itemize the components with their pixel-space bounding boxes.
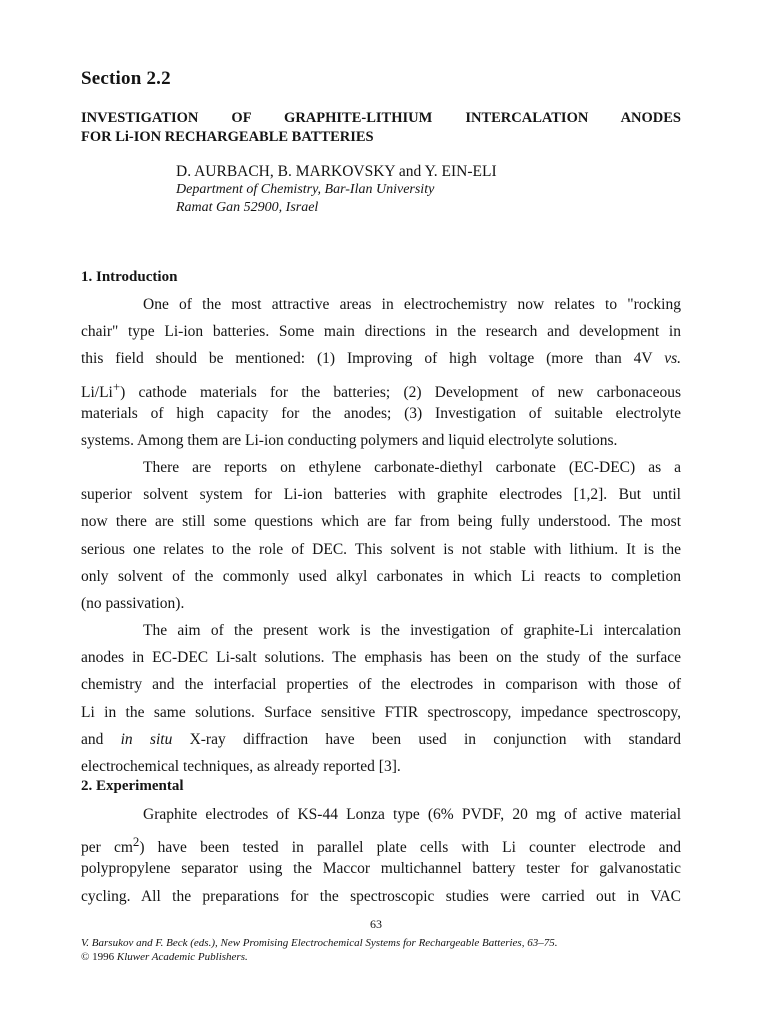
page-number: 63 [370,917,382,931]
text-line: polypropylene separator using the Maccor multichannel battery tester for galvanostatic [81,860,681,878]
affiliation-line-1: Department of Chemistry, Bar-Ilan University [176,182,435,197]
text-line: serious one relates to the role of DEC. This solvent is not stable with lithium. It is the [81,540,681,558]
intro-paragraph-1 [81,291,681,454]
text-segment: and [81,730,121,748]
text-line: Li in the same solutions. Surface sensitive FTIR spectroscopy, impedance spectroscopy, [81,703,681,721]
text-line: materials of high capacity for the anodes; (3) Investigation of suitable electrolyte [81,404,681,422]
text-segment: ) cathode materials for the batteries; (2) Development of new carbonaceous [120,383,681,401]
text-line [81,345,681,372]
text-line: electrochemical techniques, as already reported [3]. [81,757,401,775]
title-line-2: FOR Li-ION RECHARGEABLE BATTERIES [81,129,374,145]
text-line [81,828,681,855]
publisher-name: Kluwer Academic Publishers. [116,951,248,963]
title-line-1: INVESTIGATION OF GRAPHITE-LITHIUM INTERCALATION ANODES [81,110,681,126]
paper-title [81,109,681,147]
text-line: superior solvent system for Li-ion batteries with graphite electrodes [1,2]. But until [81,486,681,504]
text-line: anodes in EC-DEC Li-salt solutions. The emphasis has been on the study of the surface [81,649,681,667]
italic-text: in situ [120,730,173,748]
text-line: cycling. All the preparations for the spectroscopic studies were carried out in VAC [81,887,681,905]
intro-paragraph-3 [81,617,681,780]
text-line: There are reports on ethylene carbonate-diethyl carbonate (EC-DEC) as a [143,459,681,476]
superscript: + [112,378,121,394]
text-line: systems. Among them are Li-ion conducting polymers and liquid electrolyte solutions. [81,431,618,449]
authors: D. AURBACH, B. MARKOVSKY and Y. EIN-ELI [176,163,497,180]
footer-copyright [81,951,248,963]
section-label: Section 2.2 [81,68,171,89]
text-line: Graphite electrodes of KS-44 Lonza type (6% PVDF, 20 mg of active material [143,806,681,823]
text-line: chemistry and the interfacial properties of the electrodes in comparison with those of [81,676,681,694]
text-line: chair" type Li-ion batteries. Some main directions in the research and development in [81,323,681,341]
copyright-text: © 1996 [81,951,117,963]
text-segment: ) have been tested in parallel plate cells with Li counter electrode and [139,839,681,857]
text-line: One of the most attractive areas in electrochemistry now relates to "rocking [143,296,681,313]
superscript: 2 [132,834,140,850]
footer-citation: V. Barsukov and F. Beck (eds.), New Promising Electrochemical Systems for Rechargeable Batteries, 63–75. [81,937,558,949]
text-line: only solvent of the commonly used alkyl carbonates in which Li reacts to completion [81,567,681,585]
text-segment: this field should be mentioned: (1) Improving of high voltage (more than 4V [81,350,665,368]
text-segment: X-ray diffraction have been used in conjunction with standard [172,730,681,748]
section-heading-experimental: 2. Experimental [81,778,184,794]
text-line: now there are still some questions which are far from being fully understood. The most [81,513,681,531]
section-heading-introduction: 1. Introduction [81,269,178,285]
text-segment: per cm [81,839,133,857]
intro-paragraph-2 [81,454,681,617]
experimental-paragraph-1 [81,801,681,910]
text-line [81,373,681,400]
affiliation-line-2: Ramat Gan 52900, Israel [176,200,319,215]
text-line [81,726,681,753]
text-line: (no passivation). [81,594,185,612]
text-line: The aim of the present work is the investigation of graphite-Li intercalation [143,622,681,639]
text-segment: Li/Li [81,383,113,401]
italic-text: vs. [664,350,681,368]
